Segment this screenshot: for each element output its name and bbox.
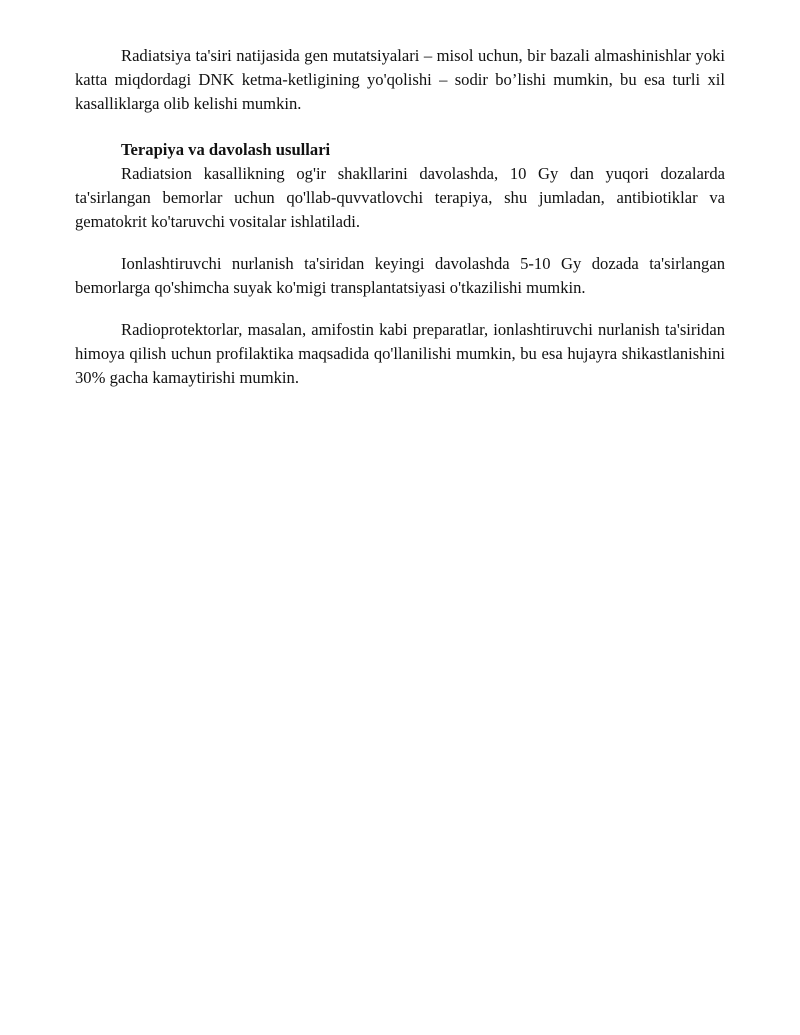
paragraph-bone-marrow-transplant: Ionlashtiruvchi nurlanish ta'siridan keyingi davolashda 5-10 Gy dozada ta'sirlangan bemorlarga qo'shimcha suyak ko'migi transplantatsiyasi o'tkazilishi mumkin.	[75, 254, 725, 297]
paragraph-gene-mutations: Radiatsiya ta'siri natijasida gen mutatsiyalari – misol uchun, bir bazali almashinishlar yoki katta miqdordagi DNK ketma-ketligining yo'qolishi – sodir bo’lishi mumkin, bu esa turli xil kasalliklarga olib kelishi mumkin.	[75, 46, 725, 113]
paragraph-supportive-therapy: Radiatsion kasallikning og'ir shakllarini davolashda, 10 Gy dan yuqori dozalarda ta'sirlangan bemorlar uchun qo'llab-quvvatlovchi terapiya, shu jumladan, antibiotiklar va gematokrit ko'taruvchi vositalar ishlatiladi.	[75, 164, 725, 231]
paragraph-radioprotectors: Radioprotektorlar, masalan, amifostin kabi preparatlar, ionlashtiruvchi nurlanish ta'siridan himoya qilish uchun profilaktika maqsadida qo'llanilishi mumkin, bu esa hujayra shikastlanishini 30% gacha kamaytirishi mumkin.	[75, 320, 725, 387]
document-page	[75, 44, 725, 390]
section-heading-therapy: Terapiya va davolash usullari	[121, 140, 331, 159]
